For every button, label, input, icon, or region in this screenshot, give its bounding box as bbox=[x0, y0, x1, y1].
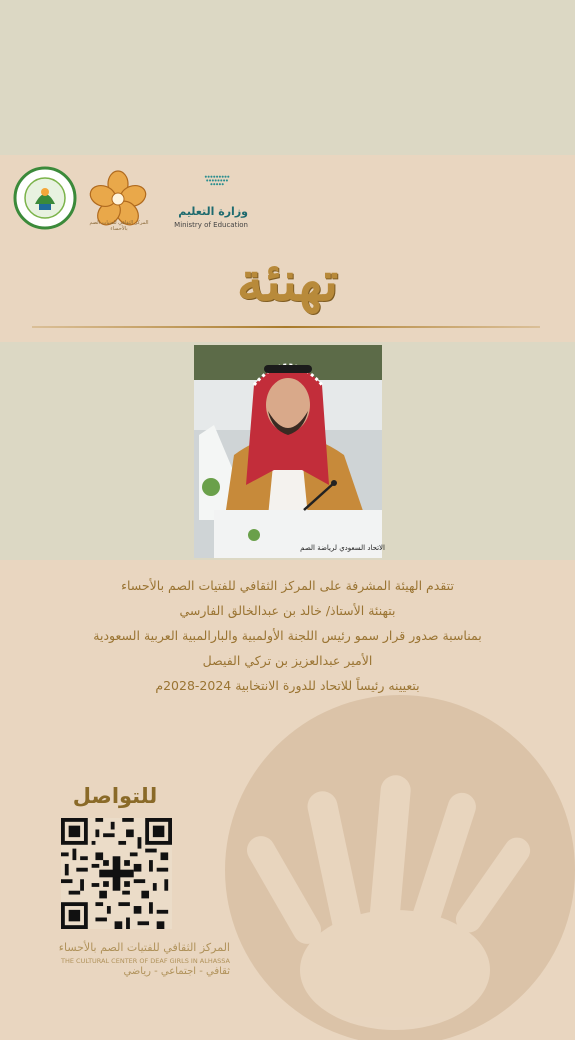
message-line: بتهنئة الأستاذ/ خالد بن عبدالخالق الفارسي bbox=[179, 603, 396, 618]
portrait-photo bbox=[194, 345, 382, 558]
footer-center-name-arabic: المركز الثقافي للفتيات الصم بالأحساء bbox=[58, 941, 230, 954]
message-line: الأمير عبدالعزيز بن تركي الفيصل bbox=[202, 653, 373, 668]
ministry-logo-dots-icon bbox=[188, 172, 248, 202]
qr-code[interactable] bbox=[61, 818, 172, 929]
message-line: بتعيينه رئيساً للاتحاد للدورة الانتخابية 2024-2028م bbox=[155, 678, 420, 693]
contact-label: للتواصل bbox=[72, 784, 158, 808]
congratulation-message bbox=[20, 573, 555, 698]
page-title: تهنئة bbox=[236, 249, 339, 313]
top-band bbox=[0, 0, 575, 155]
gold-divider bbox=[32, 325, 540, 329]
ministry-name-english: Ministry of Education bbox=[174, 221, 248, 229]
deaf-sports-federation-logo bbox=[13, 166, 77, 230]
message-line: تتقدم الهيئة المشرفة على المركز الثقافي للفتيات الصم بالأحساء bbox=[121, 578, 454, 593]
hand-watermark-icon bbox=[210, 680, 575, 1040]
footer-tagline: ثقافي - اجتماعي - رياضي bbox=[123, 966, 230, 977]
desk-sign-text: الاتحاد السعودي لرياضة الصم bbox=[300, 544, 385, 552]
message-line: بمناسبة صدور قرار سمو رئيس اللجنة الأولمبية والبارالمبية العربية السعودية bbox=[93, 628, 482, 643]
ministry-name-arabic: وزارة التعليم bbox=[178, 205, 248, 218]
cultural-center-logo-caption: المركز الثقافي للفتيات الصم بالأحساء bbox=[89, 220, 149, 232]
footer-center-name-english: THE CULTURAL CENTER OF DEAF GIRLS IN ALHASSA bbox=[61, 957, 230, 965]
